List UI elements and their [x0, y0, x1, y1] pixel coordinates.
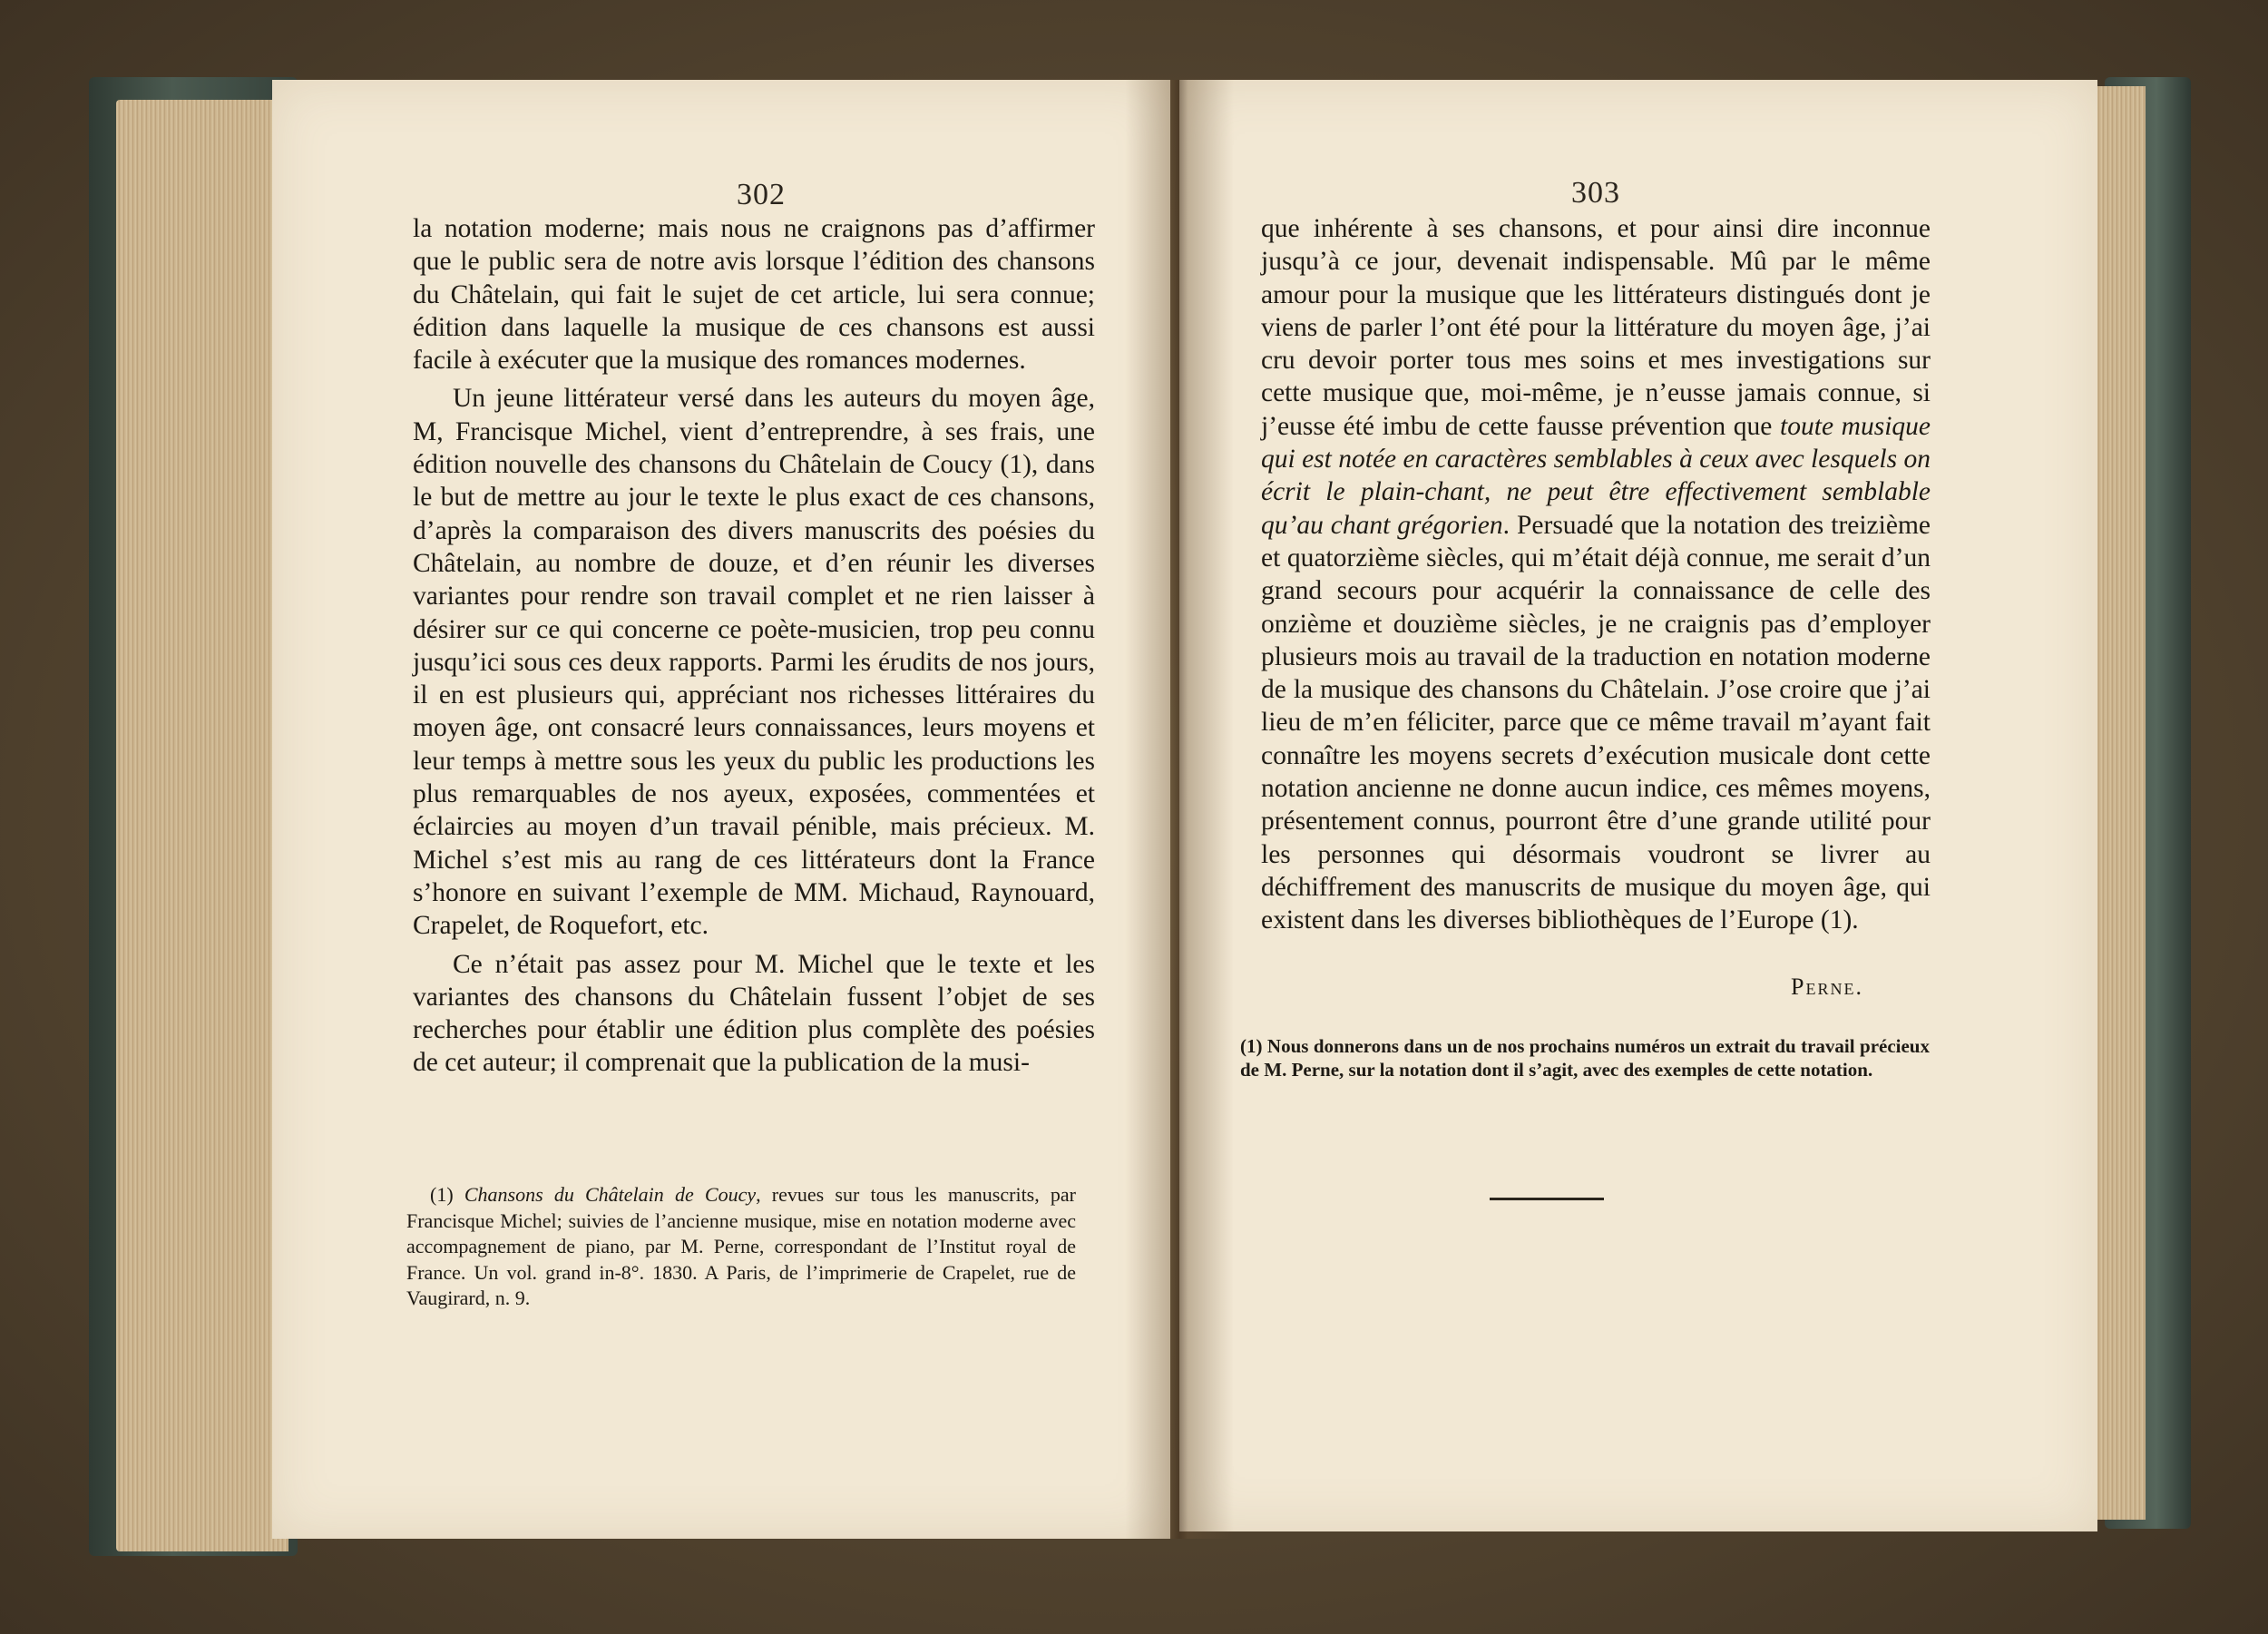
paragraph-1: la notation moderne; mais nous ne craignons pas d’affirmer que le public sera de notre avis lorsque l’édition des chansons du Châtelain, qui fait le sujet de cet article, lui sera connue; édition dans laquelle la musique de ces chansons est aussi facile à exécuter que la musique des romances modernes.	[413, 214, 1095, 376]
author-signature: Perne.	[1791, 974, 1863, 1000]
paragraph-2: Un jeune littérateur versé dans les auteurs du moyen âge, M, Francisque Michel, vient d’entreprendre, à ses frais, une édition nouvelle des chansons du Châtelain de Coucy (1), dans le but de mettre au jour le texte le plus exact de ces chansons, d’après la comparaison des divers manuscrits des poésies du Châtelain, au nombre de douze, et d’en réunir les diverses variantes pour rendre son travail complet et ne rien laisser à désirer sur ce qui concerne ce poète-musicien, trop peu connu jusqu’ici sous ces deux rapports. Parmi les érudits de nos jours, il en est plusieurs qui, appréciant nos richesses littéraires du moyen âge, ont consacré leurs connaissances, leurs moyens et leur temps à mettre sous les yeux du public les productions les plus remarquables de nos ayeux, exposées, commentées et éclaircies au moyen d’un travail pénible, mais précieux. M. Michel s’est mis au rang de ces littérateurs dont la France s’honore en suivant l’exemple de MM. Michaud, Raynouard, Crapelet, de Roquefort, etc.	[413, 384, 1095, 941]
footnote-marker: (1)	[430, 1183, 454, 1206]
paragraph-text-end: . Persuadé que la notation des treizième et quatorzième siècles, qui m’était déjà connue, me serait d’un grand secours pour acquérir la connaissance de celle des onzième et douzième siècles, je ne craignis pas d’employer plusieurs mois au travail de la traduction en notation moderne de la musique des chansons du Châtelain. J’ose croire que j’ai lieu de m’en féliciter, parce que ce même travail m’ayant fait connaître les moyens secrets d’exécution musicale dont cette notation ancienne ne donne aucun indice, ces mêmes moyens, présentement connus, pourront être d’une grande utilité pour les personnes qui désormais voudront se livrer au déchiffrement des manuscrits de musique du moyen âge, qui existent dans les diverses bibliothèques de l’Europe (1).	[1261, 510, 1931, 935]
paragraph-3: Ce n’était pas assez pour M. Michel que le texte et les variantes des chansons du Châtelain fussent l’objet de ses recherches pour établir une édition plus complète des poésies de cet auteur; il comprenait que la publication de la musi-	[413, 949, 1095, 1078]
section-end-rule	[1490, 1198, 1604, 1200]
paragraph-continued	[1261, 212, 1931, 937]
footnote-book-title: Chansons du Châtelain de Coucy	[464, 1183, 757, 1206]
right-page-body	[1261, 212, 1931, 937]
left-page-body	[413, 212, 1095, 1080]
book-gutter	[1125, 80, 1234, 1539]
footnote-text: , revues sur tous les manuscrits, par Francisque Michel; suivies de l’ancienne musique, mise en notation moderne avec accompagnement de piano, par M. Perne, correspondant de l’Institut royal de France. Un vol. grand in-8°. 1830. A Paris, de l’imprimerie de Crapelet, rue de Vaugirard, n. 9.	[406, 1183, 1077, 1309]
page-number-right: 303	[1571, 176, 1620, 210]
right-footnote: (1) Nous donnerons dans un de nos prochains numéros un extrait du travail précieux de M. Perne, sur la notation dont il s’agit, avec des exemples de cette notation.	[1240, 1035, 1930, 1081]
page-number-left: 302	[737, 178, 786, 211]
page-edges-left	[116, 100, 288, 1551]
page-edges-right	[2091, 86, 2146, 1520]
left-footnote	[406, 1182, 1076, 1312]
paragraph-italic-quote: toute musique qui est notée en caractères semblables à ceux avec lesquels on écrit le plain-chant, ne peut être effectivement semblable qu’au chant grégorien	[1261, 411, 1931, 540]
paragraph-text-start: que inhérente à ses chansons, et pour ainsi dire inconnue jusqu’à ce jour, devenait indispensable. Mû par le même amour pour la musique que les littérateurs distingués dont je viens de parler l’ont été pour la littérature du moyen âge, j’ai cru devoir porter tous mes soins et mes investigations sur cette musique que, moi-même, je n’eusse jamais connue, si j’eusse été imbu de cette fausse prévention que	[1261, 214, 1931, 441]
